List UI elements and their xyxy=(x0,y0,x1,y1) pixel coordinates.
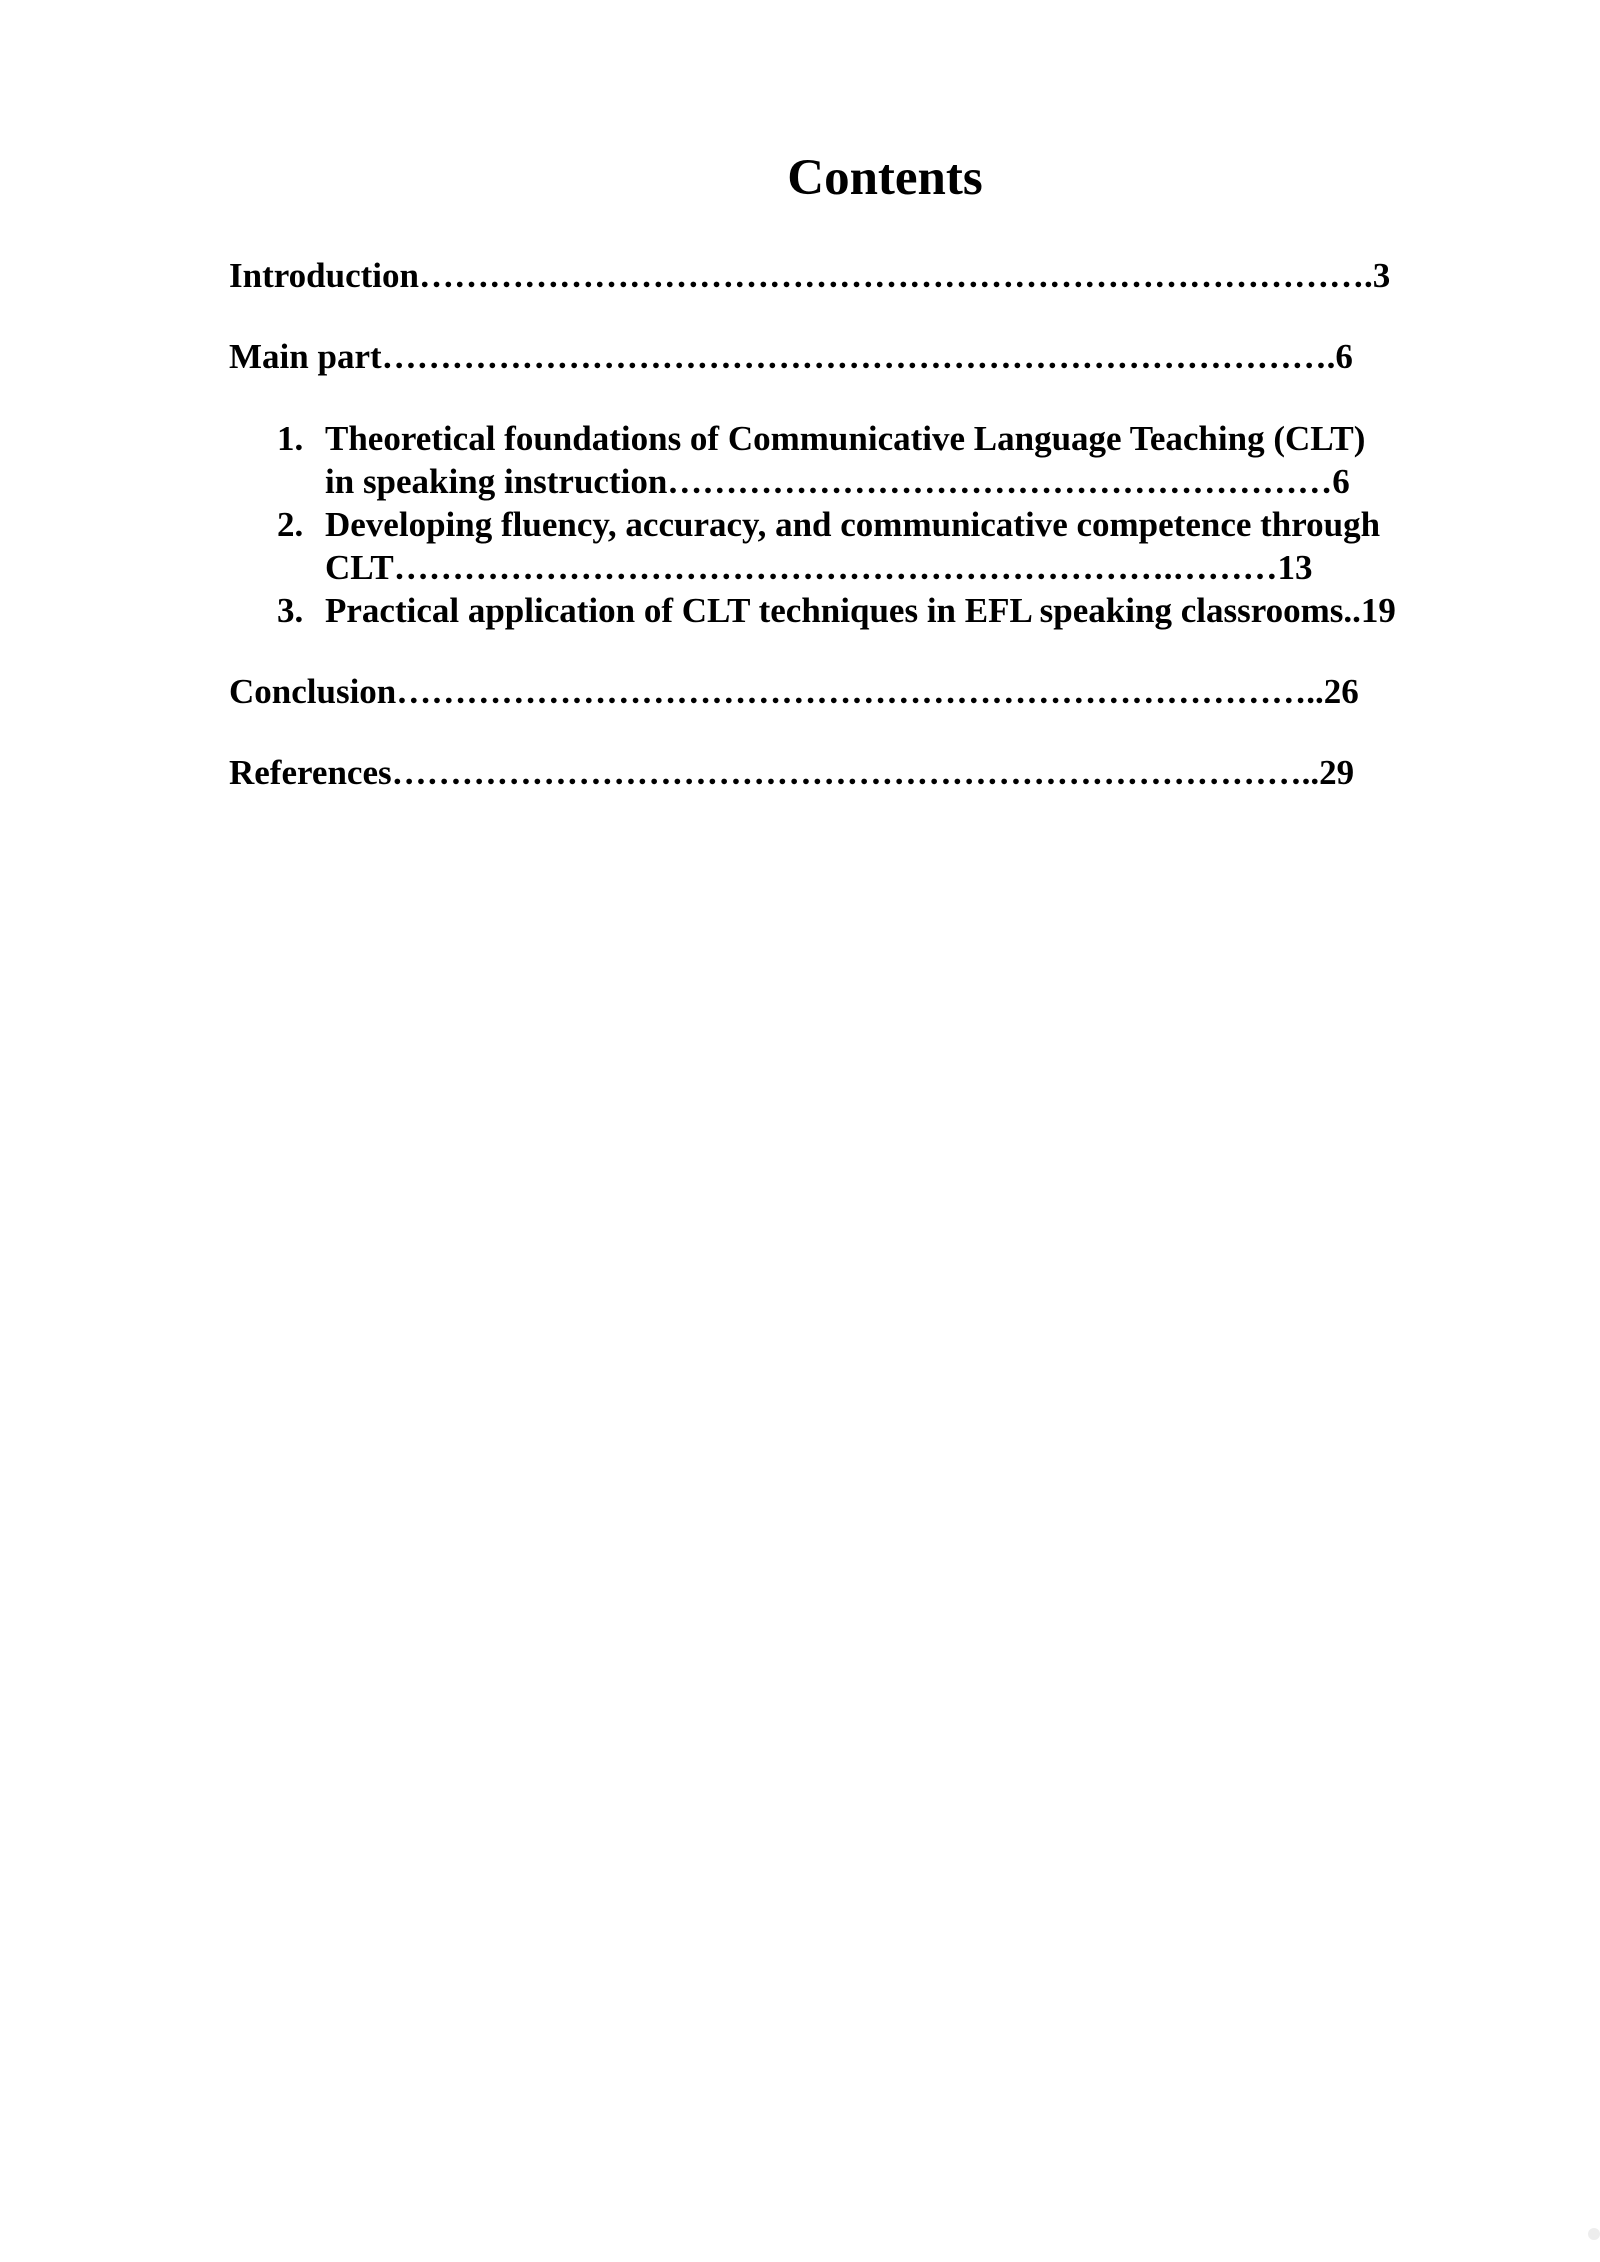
toc-item-3-line1: Practical application of CLT techniques in EFL speaking classrooms..19 xyxy=(325,591,1396,630)
toc-entry-conclusion: Conclusion……………………………………………………………………..26 xyxy=(229,672,1359,711)
toc-entry-introduction: Introduction……………………………………………………………………….3 xyxy=(229,256,1391,295)
toc-entry-main-part: Main part……………………………………………………………………….6 xyxy=(229,337,1353,376)
toc-item-1-line1: Theoretical foundations of Communicative Language Teaching (CLT) xyxy=(325,419,1366,458)
page-title: Contents xyxy=(787,150,983,206)
toc-item-1-line2: in speaking instruction…………………………………………………6 xyxy=(325,462,1350,501)
page-corner-mark xyxy=(1588,2228,1600,2240)
toc-item-2-line2: CLT………………………………………………………….………13 xyxy=(325,548,1313,587)
toc-item-number: 1. xyxy=(277,419,304,458)
toc-item-number: 3. xyxy=(277,591,304,630)
toc-item-2-line1: Developing fluency, accuracy, and communicative competence through xyxy=(325,505,1381,544)
toc-item-number: 2. xyxy=(277,505,304,544)
toc-entry-references: References……………………………………………………………………..29 xyxy=(229,753,1355,792)
